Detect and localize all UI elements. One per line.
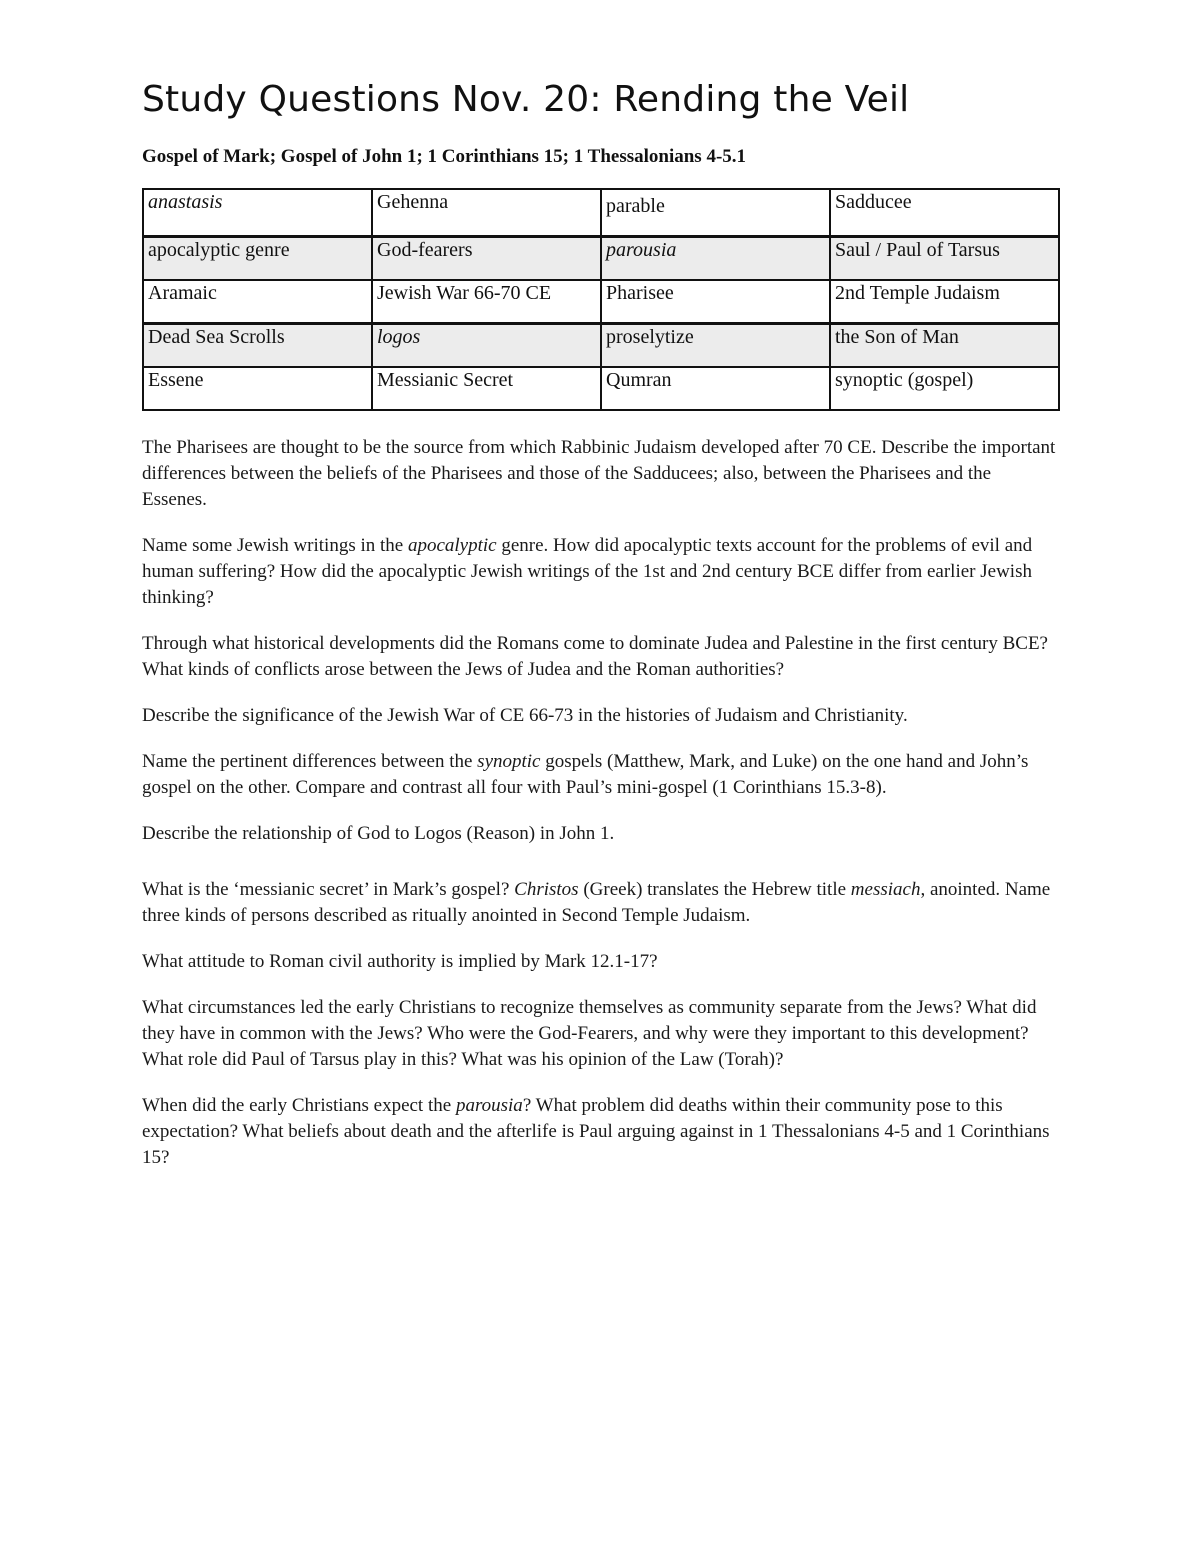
question-emphasis: Christos xyxy=(514,879,579,900)
table-row xyxy=(143,189,1059,237)
term-cell: Sadducee xyxy=(830,189,1059,237)
question-text: When did the early Christians expect the xyxy=(142,1095,456,1116)
question-romans: Through what historical developments did the Romans come to dominate Judea and Palestine in the first century BCE? What kinds of conflicts arose between the Jews of Judea and the Roman authorities? xyxy=(142,633,1048,680)
question-roman-authority: What attitude to Roman civil authority is implied by Mark 12.1-17? xyxy=(142,951,658,972)
term-cell: 2nd Temple Judaism xyxy=(830,280,1059,324)
term-cell: Qumran xyxy=(601,367,830,410)
question-text: , anointed. Name three kinds of persons described as ritually anointed in Second Temple Judaism. xyxy=(142,879,1051,926)
term-cell: anastasis xyxy=(143,189,372,237)
question-text: Name some Jewish writings in the xyxy=(142,535,408,556)
term-cell: Essene xyxy=(143,367,372,410)
question-emphasis: parousia xyxy=(455,1095,523,1116)
term-cell: Gehenna xyxy=(372,189,601,237)
question-text: What is the ‘messianic secret’ in Mark’s gospel? xyxy=(142,879,515,900)
question-text: ? What problem did deaths within their community pose to this expectation? What beliefs about death and the afterlife is Paul arguing against in 1 Thessalonians 4-5 and 1 Corinthians 15? xyxy=(142,1095,1050,1168)
term-cell: God-fearers xyxy=(372,237,601,281)
question-jewish-war: Describe the significance of the Jewish War of CE 66-73 in the histories of Judaism and Christianity. xyxy=(142,705,908,726)
question-logos: Describe the relationship of God to Logos (Reason) in John 1. xyxy=(142,823,615,844)
term-cell: Aramaic xyxy=(143,280,372,324)
question-emphasis: messiach xyxy=(850,879,921,900)
question-messianic-secret xyxy=(142,877,1060,929)
question-synoptic xyxy=(142,749,1060,801)
table-row xyxy=(143,237,1059,281)
study-questions xyxy=(142,435,1060,1171)
question-text: (Greek) translates the Hebrew title xyxy=(578,879,851,900)
question-emphasis: apocalyptic xyxy=(407,535,497,556)
table-row xyxy=(143,280,1059,324)
question-text: genre. How did apocalyptic texts account for the problems of evil and human suffering? How did the apocalyptic Jewish writings of the 1st and 2nd century BCE differ from earlier Jewish thinking? xyxy=(142,535,1033,608)
term-cell: parable xyxy=(601,189,830,237)
question-emphasis: synoptic xyxy=(477,751,541,772)
page-title: Study Questions Nov. 20: Rending the Veil xyxy=(142,79,910,120)
term-cell: Messianic Secret xyxy=(372,367,601,410)
term-cell: Dead Sea Scrolls xyxy=(143,324,372,368)
term-cell: proselytize xyxy=(601,324,830,368)
question-text: Name the pertinent differences between the xyxy=(142,751,478,772)
question-text: gospels (Matthew, Mark, and Luke) on the one hand and John’s gospel on the other. Compare and contrast all four with Paul’s mini-gospel (1 Corinthians 15.3-8). xyxy=(142,751,1029,798)
term-cell: Saul / Paul of Tarsus xyxy=(830,237,1059,281)
term-cell: parousia xyxy=(601,237,830,281)
question-pharisees: The Pharisees are thought to be the source from which Rabbinic Judaism developed after 70 CE. Describe the important differences between the beliefs of the Pharisees and those of the Sadducees; also, between the Pharisees and the Essenes. xyxy=(142,437,1056,510)
term-cell: the Son of Man xyxy=(830,324,1059,368)
term-cell: Jewish War 66-70 CE xyxy=(372,280,601,324)
document-page xyxy=(142,76,1060,1191)
term-cell: apocalyptic genre xyxy=(143,237,372,281)
question-early-christians: What circumstances led the early Christians to recognize themselves as community separate from the Jews? What did they have in common with the Jews? Who were the God-Fearers, and why were they important to this development? What role did Paul of Tarsus play in this? What was his opinion of the Law (Torah)? xyxy=(142,997,1037,1070)
question-parousia xyxy=(142,1093,1060,1171)
terms-table xyxy=(142,188,1060,411)
table-row xyxy=(143,367,1059,410)
term-cell: synoptic (gospel) xyxy=(830,367,1059,410)
readings-subtitle: Gospel of Mark; Gospel of John 1; 1 Corinthians 15; 1 Thessalonians 4-5.1 xyxy=(142,146,747,167)
term-cell: Pharisee xyxy=(601,280,830,324)
table-row xyxy=(143,324,1059,368)
term-cell: logos xyxy=(372,324,601,368)
question-apocalyptic xyxy=(142,533,1060,611)
